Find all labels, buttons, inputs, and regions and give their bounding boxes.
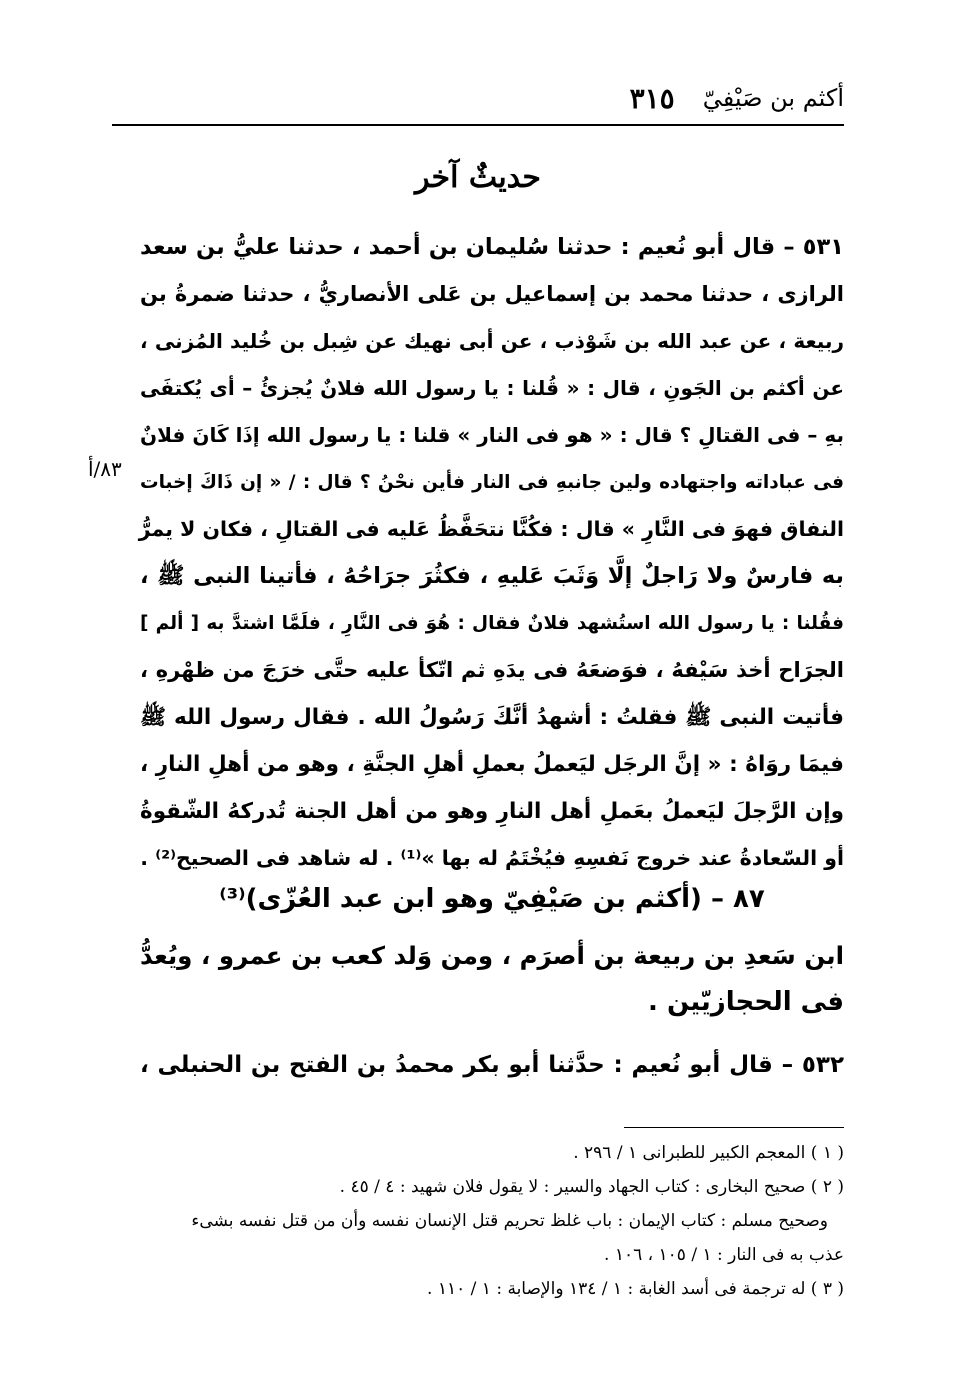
header-rule xyxy=(112,124,844,126)
text-line: به فارسٌ ولا رَاجلٌ إلَّا وَثَبَ عَليهِ ، فكثُرَ جرَاحُهُ ، فأتينا النبى ﷺ ، xyxy=(140,563,844,589)
text-line: فقُلنا : يا رسول الله استُشهد فلانٌ فقال : هُوَ فى النَّارِ ، فلَمَّا اشتدَّ به [ ألم ] xyxy=(140,613,844,634)
running-header xyxy=(112,78,844,118)
text-line: فيمَا روَاهُ : « إنَّ الرجَل ليَعملُ بعملِ أهلِ الجنَّةِ ، وهو من أهلِ النارِ ، xyxy=(140,752,844,777)
text-line: الرازى ، حدثنا محمد بن إسماعيل بن عَلى الأنصاريُّ ، حدثنا ضمرةُ بن xyxy=(140,282,844,306)
footnote: وصحيح مسلم : كتاب الإيمان : باب غلظ تحريم قتل الإنسان نفسه وأن من قتل نفسه بشىء xyxy=(191,1211,828,1231)
entry-87-heading: ٨٧ – (أكثم بن صَيْفِيّ وهو ابن عبد العُزّى)⁽³⁾ xyxy=(219,884,765,914)
text-line: ٥٣١ – قال أبو نُعيم : حدثنا سُليمان بن أحمد ، حدثنا عليُّ بن سعد xyxy=(140,234,844,260)
text-line: ربيعة ، عن عبد الله بن شَوْذب ، عن أبى نهيك عن شِبل بن خُليد المُزنى ، xyxy=(140,329,844,353)
footnote: ( ٢ ) صحيح البخارى : كتاب الجهاد والسير : لا يقول فلان شهيد : ٤ / ٤٥ . xyxy=(339,1177,844,1197)
text-line: فأتيت النبى ﷺ فقلتُ : أشهدُ أنَّكَ رَسُولُ الله . فقال رسول الله ﷺ xyxy=(140,705,844,730)
footnote: عذب به فى النار : ١ / ١٠٥ ، ١٠٦ . xyxy=(604,1245,844,1265)
text-line: وإن الرَّجلَ ليَعملُ بعَملِ أهل النارِ وهو من أهل الجنة تُدركهُ الشّقوةُ xyxy=(140,799,844,824)
text-line: فى عباداته واجتهاده ولين جانبهِ فى النار فأين نحْنُ ؟ قال : / « إن ذَاكَ إخبات xyxy=(140,472,844,493)
footnote: ( ٣ ) له ترجمة فى أسد الغابة : ١ / ١٣٤ والإصابة : ١ / ١١٠ . xyxy=(427,1279,844,1299)
text-line: أو السّعادةُ عند خروج نَفسِهِ فيُخْتَمُ له بها »⁽¹⁾ . له شاهد فى الصحيح⁽²⁾ . xyxy=(140,846,844,870)
text-line: ابن سَعدِ بن ربيعة بن أصرَم ، ومن وَلد كعب بن عمرو ، ويُعدُّ xyxy=(140,941,844,970)
text-line: بهِ – فى القتالِ ؟ قال : « هو فى النار » قلنا : يا رسول الله إذَا كَانَ فلانٌ xyxy=(140,423,844,447)
footnote-rule xyxy=(624,1127,844,1128)
text-line: فى الحجازيّين . xyxy=(648,987,844,1017)
footnote: ( ١ ) المعجم الكبير للطبرانى ١ / ٢٩٦ . xyxy=(573,1143,844,1163)
text-line: النفاق فهوَ فى النَّارِ » قال : فكُنَّا نتحَفَّظُ عَليه فى القتالِ ، فكان لا يمرُّ xyxy=(138,517,844,541)
header-title: أكثم بن صَيْفِيّ xyxy=(702,84,844,112)
margin-folio-note: ٨٣/أ xyxy=(88,457,122,481)
footnotes xyxy=(140,1136,844,1306)
text-line: ٥٣٢ – قال أبو نُعيم : حدَّثنا أبو بكر محمدُ بن الفتح بن الحنبلى ، xyxy=(140,1052,844,1078)
entry-87-text xyxy=(140,932,844,1026)
hadith-532 xyxy=(140,1042,844,1089)
text-line: الجرَاح أخذ سَيْفهُ ، فوَضعَهُ فى يدَهِ ثم اتّكأ عليه حتَّى خرَجَ من ظهْرهِ ، xyxy=(140,658,844,682)
page-number: ٣١٥ xyxy=(629,81,675,115)
hadith-531 xyxy=(140,224,844,882)
section-title: حديثٌ آخر xyxy=(415,160,541,195)
text-line: عن أكثم بن الجَونِ ، قال : « قُلنا : يا رسول الله فلانٌ يُجزئُ – أى يُكتفَى xyxy=(140,376,844,400)
